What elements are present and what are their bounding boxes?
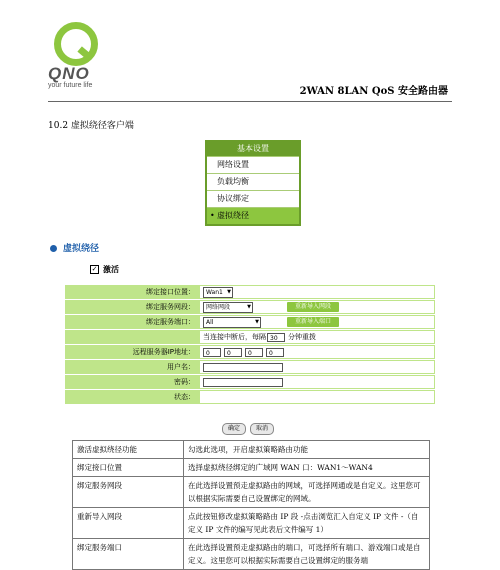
form-row-username	[65, 360, 435, 374]
table-row: 绑定服务端口 在此选择设置预走虚拟路由的端口，可选择所有端口、游戏端口或是自定义。这里您可以根据实际需要自己设置绑定的服务端	[73, 539, 430, 570]
ip-octet-4[interactable]: 0	[266, 348, 284, 357]
ip-octet-1[interactable]: 0	[203, 348, 221, 357]
menu-title: 基本设置	[207, 142, 299, 156]
virtual-routing-title: 虚拟绕径	[63, 244, 100, 254]
ip-octet-2[interactable]: 0	[224, 348, 242, 357]
form-row-server-ip	[65, 345, 435, 359]
table-row: 重新导入网段 点此按钮修改虚拟策略路由 IP 段 -点击浏览汇入自定义 IP 文件 -（自定义 IP 文件的编写见此表后文件编写 1）	[73, 508, 430, 539]
redial-input[interactable]: 30	[267, 333, 285, 342]
logo-slogan: your future life	[48, 82, 93, 89]
header-divider	[48, 101, 452, 102]
reimport-port-button[interactable]: 重新导入端口	[287, 317, 339, 327]
form-row-redial	[65, 330, 435, 344]
bullet-icon	[50, 245, 57, 252]
redial-suffix: 分钟重拨	[288, 333, 316, 341]
password-label: 密码：	[65, 375, 199, 389]
redial-label	[65, 330, 199, 344]
activate-checkbox[interactable]: ✓	[91, 265, 98, 273]
menu-item-protocol-binding[interactable]: 协议绑定	[207, 190, 299, 207]
status-label: 状态：	[65, 390, 199, 404]
table-row: 激活虚拟绕径功能 勾选此选项，开启虚拟策略路由功能	[73, 441, 430, 459]
cancel-button[interactable]: 取消	[250, 423, 274, 435]
product-title: 2WAN 8LAN QoS 安全路由器	[299, 86, 448, 97]
menu-item-virtual-routing[interactable]: • 虚拟绕径	[207, 207, 299, 224]
form-row-status	[65, 390, 435, 404]
activate-row	[90, 264, 119, 275]
form-row-segment	[65, 300, 435, 314]
port-select[interactable]: All ▼	[203, 317, 261, 328]
interface-label: 绑定接口位置：	[65, 285, 199, 299]
server-ip-label: 远程服务器IP地址：	[65, 345, 199, 359]
interface-select[interactable]: Wan1 ▼	[203, 287, 233, 298]
activate-label: 激活	[103, 265, 119, 274]
description-table	[72, 440, 430, 570]
form-buttons	[222, 415, 278, 435]
virtual-routing-form	[65, 285, 435, 405]
status-value	[199, 390, 435, 404]
port-label: 绑定服务端口：	[65, 315, 199, 329]
username-label: 用户名：	[65, 360, 199, 374]
logo-word: QNO	[48, 64, 90, 83]
section-title: 10.2 虚拟绕径客户端	[48, 121, 134, 131]
redial-prefix: 当连接中断后，每隔	[203, 333, 266, 341]
logo-ring-icon	[54, 22, 98, 66]
settings-menu	[205, 140, 301, 226]
segment-select[interactable]: 网络网段 ▼	[203, 302, 253, 313]
form-row-port	[65, 315, 435, 329]
menu-item-network[interactable]: 网络设置	[207, 156, 299, 173]
table-row: 绑定服务网段 在此选择设置预走虚拟路由的网域，可选择网通或是自定义。这里您可以根据实际需要自己设置绑定的网域。	[73, 477, 430, 508]
qno-logo	[48, 20, 108, 88]
segment-label: 绑定服务网段：	[65, 300, 199, 314]
form-row-password	[65, 375, 435, 389]
virtual-routing-heading	[50, 241, 99, 254]
username-input[interactable]	[203, 363, 283, 372]
table-row: 绑定接口位置 选择虚拟绕径绑定的广域网 WAN 口：WAN1～WAN4	[73, 459, 430, 477]
reimport-segment-button[interactable]: 重新导入网段	[287, 302, 339, 312]
password-input[interactable]	[203, 378, 283, 387]
ok-button[interactable]: 确定	[222, 423, 246, 435]
ip-octet-3[interactable]: 0	[245, 348, 263, 357]
form-row-interface	[65, 285, 435, 299]
menu-item-load-balance[interactable]: 负载均衡	[207, 173, 299, 190]
